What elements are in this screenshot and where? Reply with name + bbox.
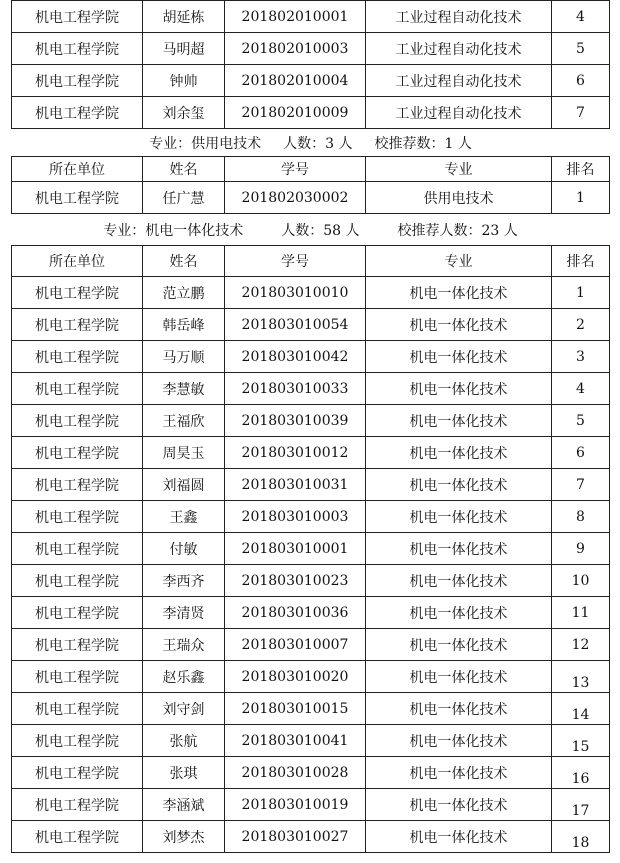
major-cell: 工业过程自动化技术 — [366, 1, 552, 33]
table-row — [12, 309, 610, 341]
unit-cell: 机电工程学院 — [12, 693, 143, 725]
rank-cell: 9 — [552, 533, 610, 565]
table-row — [12, 501, 610, 533]
student-id-cell: 201803010042 — [225, 341, 366, 373]
major-cell: 机电一体化技术 — [366, 277, 552, 309]
student-id-cell: 201803010031 — [225, 469, 366, 501]
name-cell: 钟帅 — [143, 65, 225, 97]
table-row — [12, 65, 610, 97]
major-summary — [12, 214, 610, 246]
unit-cell: 机电工程学院 — [12, 501, 143, 533]
rank-value: 18 — [571, 834, 590, 851]
student-id-cell: 201803010027 — [225, 821, 366, 853]
rank-cell: 4 — [552, 373, 610, 405]
unit-cell: 机电工程学院 — [12, 565, 143, 597]
rank-value: 17 — [571, 802, 590, 819]
header-student-id: 学号 — [225, 157, 366, 182]
header-name: 姓名 — [143, 157, 225, 182]
table-row — [12, 97, 610, 129]
summary-major: 专业：供用电技术 — [149, 135, 262, 152]
major-cell: 机电一体化技术 — [366, 757, 552, 789]
name-cell: 李清贤 — [143, 597, 225, 629]
header-name: 姓名 — [143, 246, 225, 277]
name-cell: 王福欣 — [143, 405, 225, 437]
table-header-row — [12, 246, 610, 277]
unit-cell: 机电工程学院 — [12, 437, 143, 469]
major-cell: 机电一体化技术 — [366, 725, 552, 757]
rank-cell: 3 — [552, 341, 610, 373]
header-major: 专业 — [366, 246, 552, 277]
major-cell: 机电一体化技术 — [366, 309, 552, 341]
major-cell: 机电一体化技术 — [366, 629, 552, 661]
rank-cell: 8 — [552, 501, 610, 533]
table-header-row — [12, 157, 610, 182]
unit-cell: 机电工程学院 — [12, 661, 143, 693]
student-id-cell: 201802010001 — [225, 1, 366, 33]
name-cell: 周昊玉 — [143, 437, 225, 469]
unit-cell: 机电工程学院 — [12, 821, 143, 853]
major-cell: 机电一体化技术 — [366, 341, 552, 373]
unit-cell: 机电工程学院 — [12, 33, 143, 65]
rank-cell — [552, 757, 610, 789]
ranking-table-body — [12, 1, 610, 277]
name-cell: 胡延栋 — [143, 1, 225, 33]
name-cell: 王鑫 — [143, 501, 225, 533]
table-row — [12, 597, 610, 629]
unit-cell: 机电工程学院 — [12, 597, 143, 629]
major-cell: 工业过程自动化技术 — [366, 65, 552, 97]
table-row — [12, 661, 610, 693]
name-cell: 马万顺 — [143, 341, 225, 373]
table-row — [12, 437, 610, 469]
major-cell: 机电一体化技术 — [366, 405, 552, 437]
summary-major: 专业：机电一体化技术 — [103, 222, 244, 239]
header-unit: 所在单位 — [12, 246, 143, 277]
unit-cell: 机电工程学院 — [12, 1, 143, 33]
unit-cell: 机电工程学院 — [12, 373, 143, 405]
summary-count: 人数：3 人 — [283, 135, 353, 152]
student-id-cell: 201803010033 — [225, 373, 366, 405]
rank-cell — [552, 661, 610, 693]
rank-cell: 6 — [552, 65, 610, 97]
unit-cell: 机电工程学院 — [12, 629, 143, 661]
student-id-cell: 201802010003 — [225, 33, 366, 65]
name-cell: 张琪 — [143, 757, 225, 789]
table-row — [12, 182, 610, 214]
section-rows — [12, 277, 610, 853]
rank-cell: 1 — [552, 277, 610, 309]
unit-cell: 机电工程学院 — [12, 65, 143, 97]
student-id-cell: 201802030002 — [225, 182, 366, 214]
major-cell: 机电一体化技术 — [366, 693, 552, 725]
rank-cell — [552, 821, 610, 853]
rank-cell: 11 — [552, 597, 610, 629]
name-cell: 刘梦杰 — [143, 821, 225, 853]
major-cell: 机电一体化技术 — [366, 533, 552, 565]
rank-cell: 4 — [552, 1, 610, 33]
name-cell: 赵乐鑫 — [143, 661, 225, 693]
rank-cell: 7 — [552, 469, 610, 501]
name-cell: 李涵斌 — [143, 789, 225, 821]
rank-cell: 5 — [552, 33, 610, 65]
table-row — [12, 757, 610, 789]
header-major: 专业 — [366, 157, 552, 182]
rank-cell — [552, 693, 610, 725]
name-cell: 范立鹏 — [143, 277, 225, 309]
name-cell: 李西齐 — [143, 565, 225, 597]
rank-cell: 5 — [552, 405, 610, 437]
table-row — [12, 341, 610, 373]
student-id-cell: 201803010039 — [225, 405, 366, 437]
name-cell: 王瑞众 — [143, 629, 225, 661]
unit-cell: 机电工程学院 — [12, 725, 143, 757]
unit-cell: 机电工程学院 — [12, 533, 143, 565]
student-id-cell: 201802010004 — [225, 65, 366, 97]
rank-cell: 12 — [552, 629, 610, 661]
student-id-cell: 201803010019 — [225, 789, 366, 821]
major-cell: 机电一体化技术 — [366, 565, 552, 597]
major-cell: 机电一体化技术 — [366, 437, 552, 469]
major-cell: 供用电技术 — [366, 182, 552, 214]
unit-cell: 机电工程学院 — [12, 341, 143, 373]
name-cell: 刘福圆 — [143, 469, 225, 501]
major-cell: 机电一体化技术 — [366, 501, 552, 533]
rank-cell — [552, 725, 610, 757]
table-row — [12, 533, 610, 565]
table-row — [12, 373, 610, 405]
student-id-cell: 201803010054 — [225, 309, 366, 341]
table-row — [12, 565, 610, 597]
table-row — [12, 33, 610, 65]
student-id-cell: 201803010001 — [225, 533, 366, 565]
unit-cell: 机电工程学院 — [12, 405, 143, 437]
unit-cell: 机电工程学院 — [12, 789, 143, 821]
student-id-cell: 201803010007 — [225, 629, 366, 661]
student-id-cell: 201803010041 — [225, 725, 366, 757]
major-cell: 机电一体化技术 — [366, 661, 552, 693]
rank-value: 14 — [571, 706, 590, 723]
major-cell: 工业过程自动化技术 — [366, 33, 552, 65]
unit-cell: 机电工程学院 — [12, 757, 143, 789]
rank-value: 13 — [571, 674, 590, 691]
table-row — [12, 1, 610, 33]
student-id-cell: 201803010023 — [225, 565, 366, 597]
student-id-cell: 201803010003 — [225, 501, 366, 533]
table-row — [12, 469, 610, 501]
ranking-table — [11, 0, 610, 853]
header-student-id: 学号 — [225, 246, 366, 277]
table-row — [12, 725, 610, 757]
student-id-cell: 201803010028 — [225, 757, 366, 789]
rank-cell: 7 — [552, 97, 610, 129]
header-unit: 所在单位 — [12, 157, 143, 182]
header-rank: 排名 — [552, 157, 610, 182]
rank-value: 16 — [571, 770, 590, 787]
major-summary-row — [12, 129, 610, 157]
header-rank: 排名 — [552, 246, 610, 277]
name-cell: 付敏 — [143, 533, 225, 565]
table-row — [12, 277, 610, 309]
name-cell: 张航 — [143, 725, 225, 757]
major-summary — [12, 129, 610, 157]
student-id-cell: 201803010015 — [225, 693, 366, 725]
rank-cell: 2 — [552, 309, 610, 341]
unit-cell: 机电工程学院 — [12, 182, 143, 214]
rank-cell — [552, 789, 610, 821]
table-row — [12, 789, 610, 821]
major-cell: 机电一体化技术 — [366, 469, 552, 501]
table-row — [12, 693, 610, 725]
rank-cell: 6 — [552, 437, 610, 469]
unit-cell: 机电工程学院 — [12, 469, 143, 501]
summary-recommended: 校推荐数：1 人 — [374, 135, 472, 152]
rank-value: 15 — [571, 738, 590, 755]
name-cell: 任广慧 — [143, 182, 225, 214]
table-row — [12, 405, 610, 437]
unit-cell: 机电工程学院 — [12, 97, 143, 129]
student-id-cell: 201803010012 — [225, 437, 366, 469]
major-cell: 机电一体化技术 — [366, 373, 552, 405]
unit-cell: 机电工程学院 — [12, 277, 143, 309]
summary-count: 人数：58 人 — [281, 222, 360, 239]
name-cell: 李慧敏 — [143, 373, 225, 405]
name-cell: 韩岳峰 — [143, 309, 225, 341]
major-cell: 工业过程自动化技术 — [366, 97, 552, 129]
major-cell: 机电一体化技术 — [366, 789, 552, 821]
major-cell: 机电一体化技术 — [366, 597, 552, 629]
student-id-cell: 201803010010 — [225, 277, 366, 309]
student-id-cell: 201803010036 — [225, 597, 366, 629]
major-cell: 机电一体化技术 — [366, 821, 552, 853]
rank-cell: 10 — [552, 565, 610, 597]
table-row — [12, 821, 610, 853]
name-cell: 刘守剑 — [143, 693, 225, 725]
major-summary-row — [12, 214, 610, 246]
name-cell: 刘余玺 — [143, 97, 225, 129]
name-cell: 马明超 — [143, 33, 225, 65]
unit-cell: 机电工程学院 — [12, 309, 143, 341]
student-id-cell: 201803010020 — [225, 661, 366, 693]
rank-cell: 1 — [552, 182, 610, 214]
summary-recommended: 校推荐人数：23 人 — [397, 222, 518, 239]
student-id-cell: 201802010009 — [225, 97, 366, 129]
table-row — [12, 629, 610, 661]
